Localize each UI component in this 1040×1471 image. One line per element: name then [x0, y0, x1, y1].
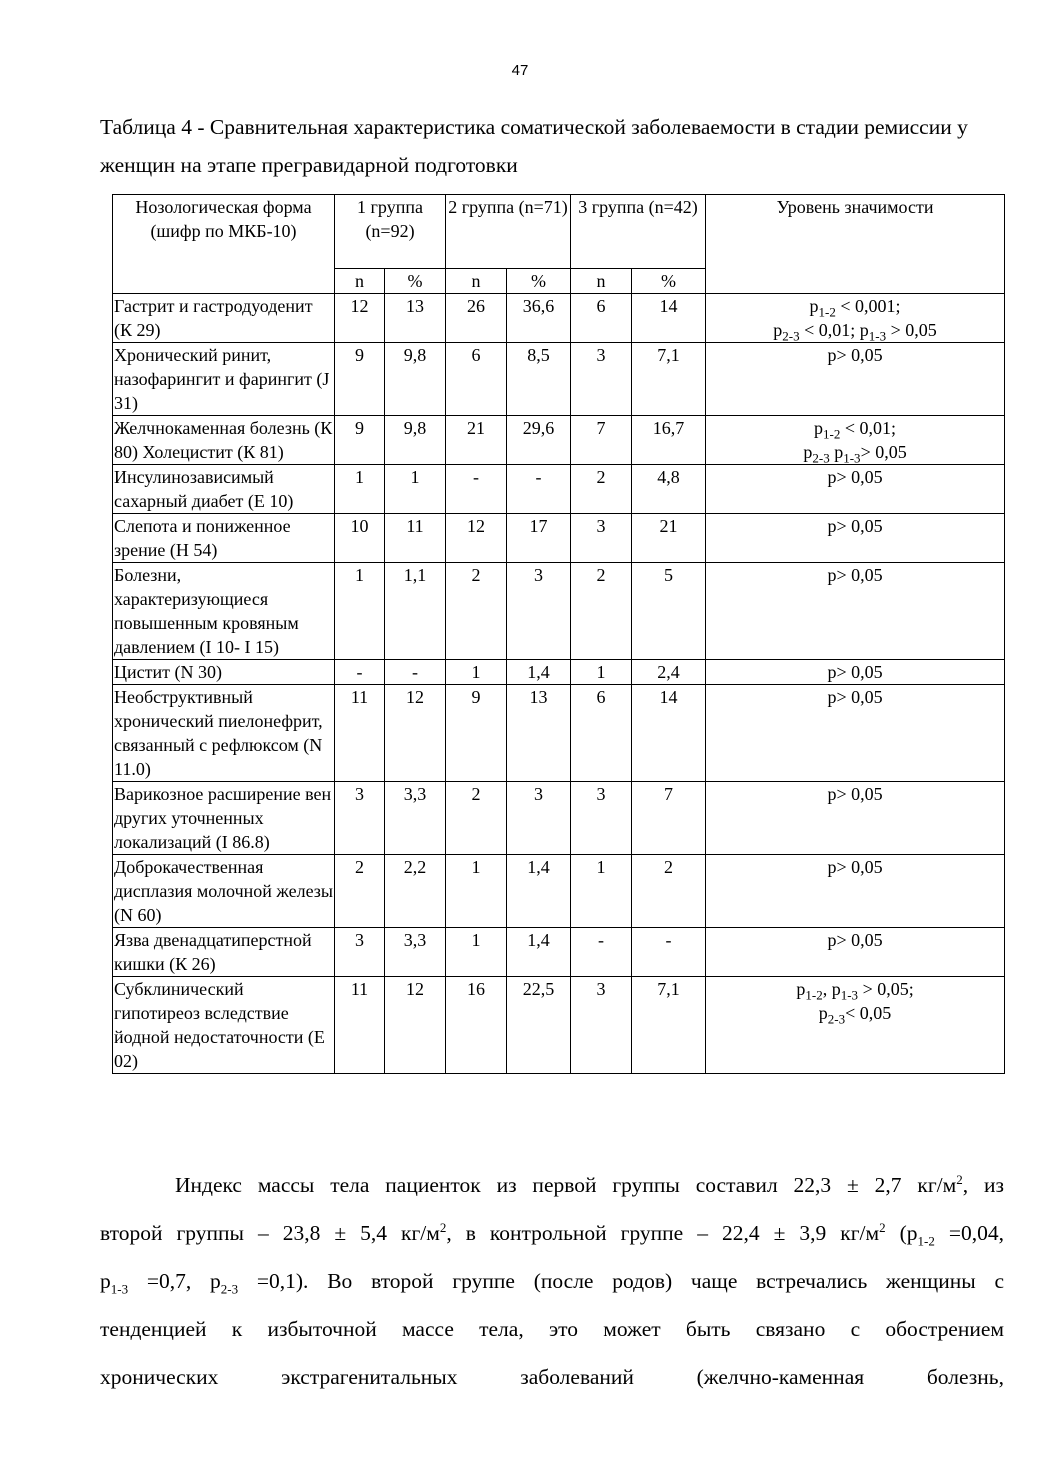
- table-row: [113, 416, 1005, 465]
- cell-n3: 3: [571, 782, 632, 855]
- cell-p2: 1,4: [507, 928, 571, 977]
- significance-line: p> 0,05: [827, 784, 883, 804]
- cell-n1: 3: [335, 782, 385, 855]
- significance-line: $p_{2-3}< 0,05$: [818, 1003, 892, 1027]
- cell-p1: 11: [385, 514, 446, 563]
- cell-p3: 16,7: [632, 416, 706, 465]
- cell-form: Хронический ринит, назофарингит и фарингит (J 31): [113, 343, 335, 416]
- cell-significance: [706, 660, 1005, 685]
- cell-form: Цистит (N 30): [113, 660, 335, 685]
- cell-p1: 9,8: [385, 343, 446, 416]
- cell-p2: 36,6: [507, 294, 571, 343]
- cell-n2: 12: [446, 514, 507, 563]
- cell-n2: 16: [446, 977, 507, 1074]
- cell-form: Желчнокаменная болезнь (К 80) Холецистит (К 81): [113, 416, 335, 465]
- cell-p3: 7: [632, 782, 706, 855]
- paragraph-line: тенденцией к избыточной массе тела, это может быть связано с обострением: [100, 1317, 1004, 1341]
- paragraph-line: $p_{1-3} =0,7$, $p_{2-3} =0,1$). Во второй группе (после родов) чаще встречались женщины с: [100, 1269, 1004, 1297]
- cell-n2: 21: [446, 416, 507, 465]
- cell-form: Слепота и пониженное зрение (Н 54): [113, 514, 335, 563]
- cell-n2: -: [446, 465, 507, 514]
- significance-line: $p_{1-2}$, $p_{1-3} > 0,05$;: [796, 979, 914, 1003]
- morbidity-table: [112, 194, 1005, 1074]
- cell-significance: [706, 855, 1005, 928]
- table-row: [113, 855, 1005, 928]
- cell-p1: 3,3: [385, 782, 446, 855]
- cell-p1: 13: [385, 294, 446, 343]
- cell-n1: 2: [335, 855, 385, 928]
- cell-n2: 2: [446, 782, 507, 855]
- cell-p3: 7,1: [632, 343, 706, 416]
- table-row: [113, 343, 1005, 416]
- cell-n3: 6: [571, 685, 632, 782]
- significance-line: p> 0,05: [827, 930, 883, 950]
- cell-n3: 2: [571, 465, 632, 514]
- cell-p2: 1,4: [507, 855, 571, 928]
- cell-n3: 3: [571, 343, 632, 416]
- cell-p1: 3,3: [385, 928, 446, 977]
- cell-significance: [706, 514, 1005, 563]
- cell-p1: 1,1: [385, 563, 446, 660]
- cell-form: Доброкачественная дисплазия молочной железы (N 60): [113, 855, 335, 928]
- paragraph-line: второй группы – 23,8 ± 5,4 $кг/м^2$, в контрольной группе – 22,4 ± 3,9 $кг/м^2$ ($p_{1-2} =0,04$,: [100, 1219, 1004, 1249]
- table-row: [113, 660, 1005, 685]
- significance-line: p> 0,05: [827, 662, 883, 682]
- header-significance: Уровень значимости: [706, 195, 1005, 294]
- cell-p1: 12: [385, 977, 446, 1074]
- cell-p2: 22,5: [507, 977, 571, 1074]
- header-form: Нозологическая форма (шифр по МКБ-10): [113, 195, 335, 294]
- cell-p3: 21: [632, 514, 706, 563]
- cell-n2: 9: [446, 685, 507, 782]
- cell-n2: 6: [446, 343, 507, 416]
- paragraph-line: Индекс массы тела пациенток из первой группы составил 22,3 ± 2,7 $кг/м^2$, из: [175, 1171, 1005, 1197]
- significance-line: p> 0,05: [827, 345, 883, 365]
- cell-significance: [706, 563, 1005, 660]
- table-caption: Таблица 4 - Сравнительная характеристика соматической заболеваемости в стадии ремиссии у женщин на этапе прегравидарной подготовки: [100, 115, 968, 177]
- cell-n3: -: [571, 928, 632, 977]
- cell-n1: 12: [335, 294, 385, 343]
- table-row: [113, 514, 1005, 563]
- header-pct: %: [507, 269, 571, 294]
- table-row: [113, 465, 1005, 514]
- cell-n2: 1: [446, 928, 507, 977]
- cell-p2: 29,6: [507, 416, 571, 465]
- cell-form: Необструктивный хронический пиелонефрит, связанный с рефлюксом (N 11.0): [113, 685, 335, 782]
- header-group3: 3 группа (n=42): [571, 195, 706, 269]
- cell-p3: -: [632, 928, 706, 977]
- cell-n3: 7: [571, 416, 632, 465]
- table-row: [113, 294, 1005, 343]
- cell-n1: 3: [335, 928, 385, 977]
- cell-n1: 10: [335, 514, 385, 563]
- cell-significance: [706, 343, 1005, 416]
- body-paragraph: [100, 1161, 1004, 1401]
- table-row: [113, 685, 1005, 782]
- header-pct: %: [632, 269, 706, 294]
- cell-significance: [706, 977, 1005, 1074]
- significance-line: p> 0,05: [827, 467, 883, 487]
- cell-significance: [706, 465, 1005, 514]
- header-n: n: [335, 269, 385, 294]
- cell-form: Инсулинозависимый сахарный диабет (Е 10): [113, 465, 335, 514]
- cell-p3: 14: [632, 294, 706, 343]
- cell-form: Болезни, характеризующиеся повышенным кровяным давлением (I 10- I 15): [113, 563, 335, 660]
- cell-p3: 4,8: [632, 465, 706, 514]
- paragraph-line: хронических экстрагенитальных заболеваний (желчно-каменная болезнь,: [100, 1365, 1004, 1389]
- significance-line: $p_{1-2} < 0,001$;: [809, 296, 901, 320]
- cell-significance: [706, 416, 1005, 465]
- cell-p3: 7,1: [632, 977, 706, 1074]
- cell-significance: [706, 928, 1005, 977]
- header-n: n: [446, 269, 507, 294]
- cell-p2: 17: [507, 514, 571, 563]
- header-group2: 2 группа (n=71): [446, 195, 571, 269]
- cell-n3: 3: [571, 514, 632, 563]
- significance-line: p> 0,05: [827, 516, 883, 536]
- cell-n2: 2: [446, 563, 507, 660]
- cell-n3: 2: [571, 563, 632, 660]
- cell-p1: 1: [385, 465, 446, 514]
- cell-n3: 3: [571, 977, 632, 1074]
- cell-form: Язва двенадцатиперстной кишки (К 26): [113, 928, 335, 977]
- cell-n1: 1: [335, 563, 385, 660]
- cell-form: Субклинический гипотиреоз вследствие йодной недостаточности (Е 02): [113, 977, 335, 1074]
- cell-p1: 2,2: [385, 855, 446, 928]
- cell-p2: 13: [507, 685, 571, 782]
- cell-p2: 8,5: [507, 343, 571, 416]
- table-row: [113, 563, 1005, 660]
- cell-p3: 5: [632, 563, 706, 660]
- cell-p3: 2,4: [632, 660, 706, 685]
- cell-significance: [706, 685, 1005, 782]
- cell-n3: 6: [571, 294, 632, 343]
- significance-line: p> 0,05: [827, 687, 883, 707]
- cell-n1: 11: [335, 977, 385, 1074]
- cell-form: Гастрит и гастродуоденит (К 29): [113, 294, 335, 343]
- significance-line: p> 0,05: [827, 857, 883, 877]
- header-n: n: [571, 269, 632, 294]
- cell-p1: -: [385, 660, 446, 685]
- cell-p2: 3: [507, 563, 571, 660]
- cell-p2: 1,4: [507, 660, 571, 685]
- cell-n1: 9: [335, 416, 385, 465]
- significance-line: $p_{1-2} < 0,01$;: [814, 418, 897, 442]
- cell-n2: 1: [446, 660, 507, 685]
- cell-n1: 9: [335, 343, 385, 416]
- cell-n2: 26: [446, 294, 507, 343]
- cell-n2: 1: [446, 855, 507, 928]
- cell-p1: 12: [385, 685, 446, 782]
- cell-p1: 9,8: [385, 416, 446, 465]
- cell-significance: [706, 294, 1005, 343]
- cell-n3: 1: [571, 855, 632, 928]
- significance-line: $p_{2-3}$ $p_{1-3}> 0,05$: [803, 442, 907, 466]
- cell-n1: -: [335, 660, 385, 685]
- cell-p3: 14: [632, 685, 706, 782]
- header-pct: %: [385, 269, 446, 294]
- page-number: 47: [511, 62, 529, 79]
- table-row: [113, 928, 1005, 977]
- cell-p2: 3: [507, 782, 571, 855]
- header-group1: 1 группа (n=92): [335, 195, 446, 269]
- cell-n1: 11: [335, 685, 385, 782]
- significance-line: p> 0,05: [827, 565, 883, 585]
- table-row: [113, 782, 1005, 855]
- cell-n1: 1: [335, 465, 385, 514]
- cell-significance: [706, 782, 1005, 855]
- cell-form: Варикозное расширение вен других уточненных локализаций (I 86.8): [113, 782, 335, 855]
- significance-line: $p_{2-3} < 0,01$; $p_{1-3} > 0,05$: [773, 320, 937, 344]
- cell-n3: 1: [571, 660, 632, 685]
- table-row: [113, 977, 1005, 1074]
- cell-p2: -: [507, 465, 571, 514]
- cell-p3: 2: [632, 855, 706, 928]
